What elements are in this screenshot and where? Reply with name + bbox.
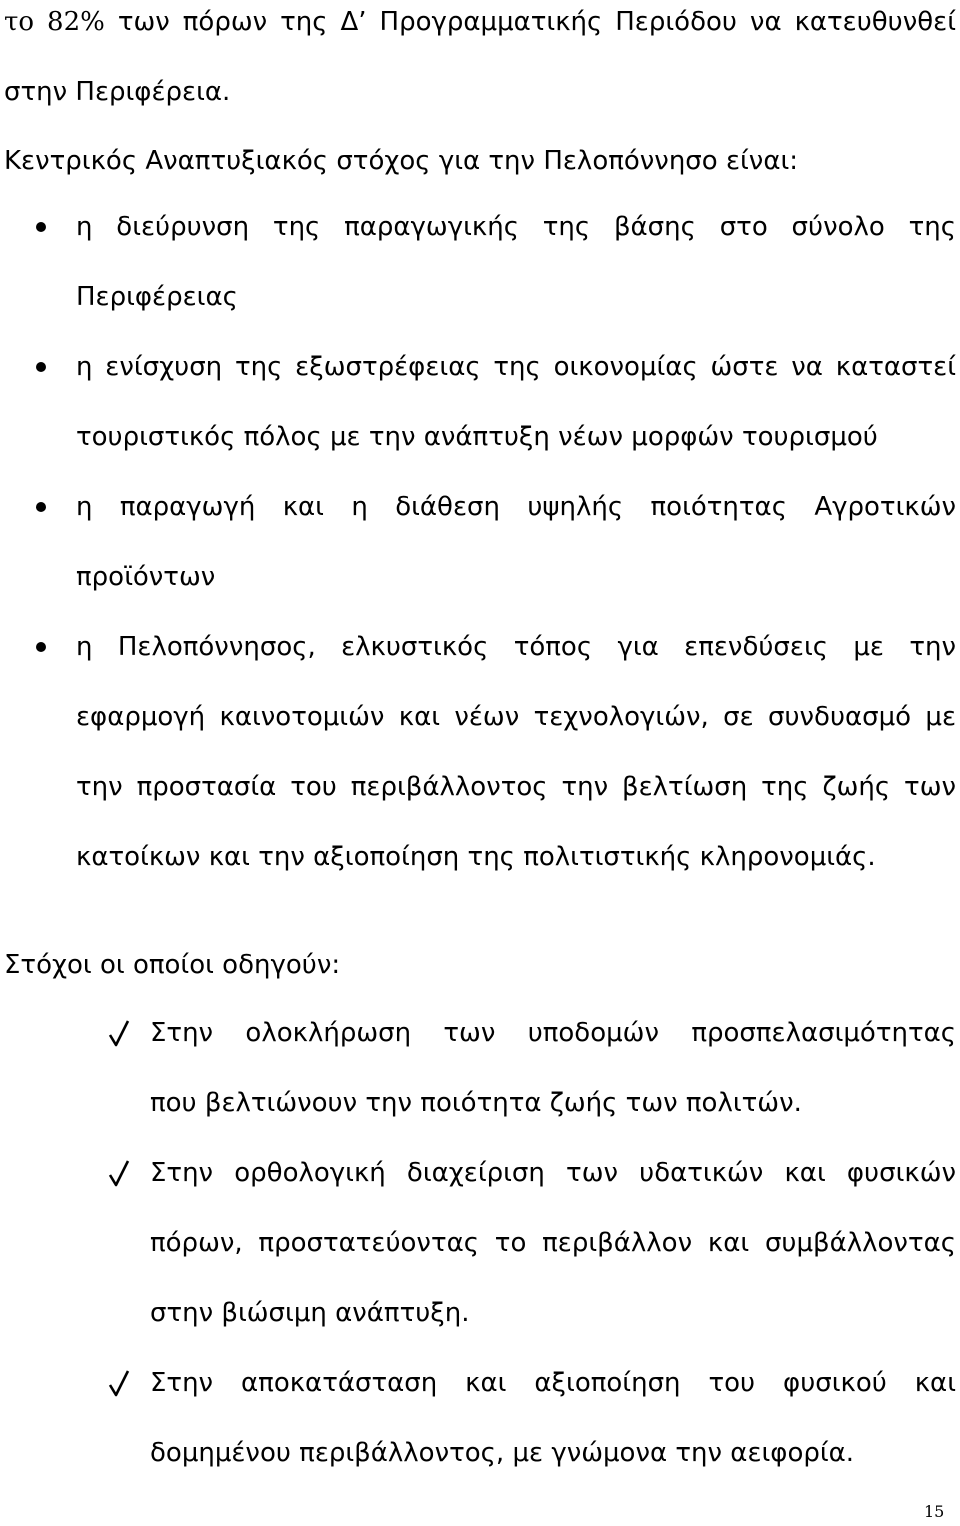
intro-percent: 82% [47,7,105,37]
goal-4-line-1: η Πελοπόννησος, ελκυστικός τόπος για επενδύσεις με την [76,632,956,662]
objective-2-line-3: στην βιώσιμη ανάπτυξη. [150,1298,470,1328]
goal-heading: Κεντρικός Αναπτυξιακός στόχος για την Πελοπόννησο είναι: [4,146,799,176]
checkmark-icon [108,1368,130,1398]
goal-2-line-1: η ενίσχυση της εξωστρέφειας της οικονομίας ώστε να καταστεί [76,352,956,382]
goal-4-line-4: κατοίκων και την αξιοποίηση της πολιτιστικής κληρονομιάς. [76,842,876,872]
intro-line-2: στην Περιφέρεια. [4,77,231,107]
objective-2-line-1: Στην ορθολογική διαχείριση των υδατικών και φυσικών [150,1158,956,1188]
objectives-heading: Στόχοι οι οποίοι οδηγούν: [4,950,341,980]
goal-4-line-2: εφαρμογή καινοτομιών και νέων τεχνολογιών, σε συνδυασμό με [76,702,956,732]
goal-1-line-2: Περιφέρειας [76,282,238,312]
page-number: 15 [924,1502,945,1521]
intro-prefix: το [4,7,35,37]
bullet-dot-icon [36,642,46,652]
checkmark-icon [108,1158,130,1188]
goal-3-line-2: προϊόντων [76,562,216,592]
goal-3-line-1: η παραγωγή και η διάθεση υψηλής ποιότητας Αγροτικών [76,492,956,522]
objective-3-line-2: δομημένου περιβάλλοντος, με γνώμονα την αειφορία. [150,1438,855,1468]
objective-1-line-1: Στην ολοκλήρωση των υποδομών προσπελασιμότητας [150,1018,956,1048]
bullet-dot-icon [36,362,46,372]
bullet-dot-icon [36,502,46,512]
objective-3-line-1: Στην αποκατάσταση και αξιοποίηση του φυσικού και [150,1368,956,1398]
goal-2-line-2: τουριστικός πόλος με την ανάπτυξη νέων μορφών τουρισμού [76,422,878,452]
intro-line-1 [4,7,956,37]
goal-1-line-1: η διεύρυνση της παραγωγικής της βάσης στο σύνολο της [76,212,956,242]
goal-4-line-3: την προστασία του περιβάλλοντος την βελτίωση της ζωής των [76,772,956,802]
objective-2-line-2: πόρων, προστατεύοντας το περιβάλλον και συμβάλλοντας [150,1228,956,1258]
intro-suffix: των πόρων της Δ’ Προγραμματικής Περιόδου να κατευθυνθεί [117,7,957,37]
objective-1-line-2: που βελτιώνουν την ποιότητα ζωής των πολιτών. [150,1088,802,1118]
bullet-dot-icon [36,222,46,232]
checkmark-icon [108,1018,130,1048]
